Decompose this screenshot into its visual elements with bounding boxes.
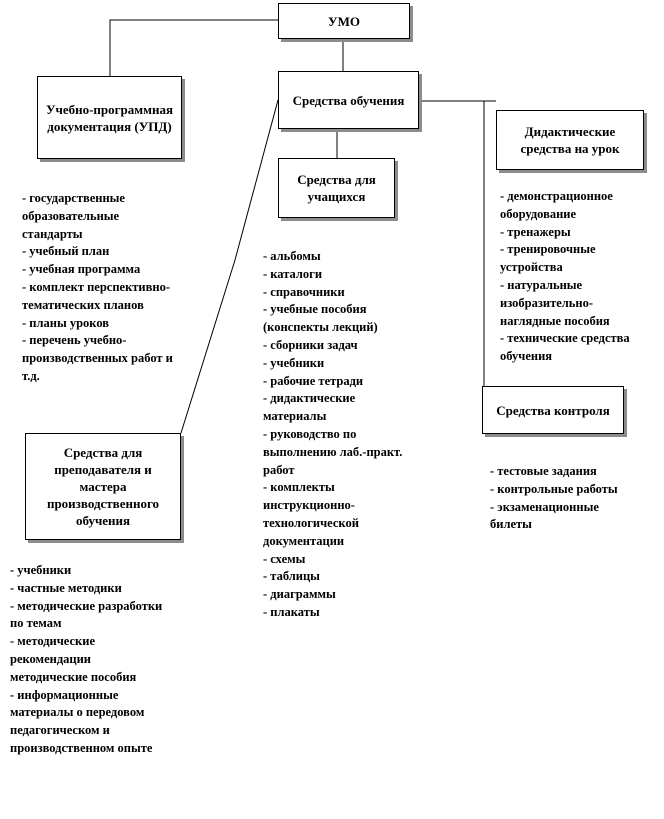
list-control xyxy=(490,463,630,534)
list-item: - тренировочные устройства xyxy=(500,242,596,275)
connector-umo-upd xyxy=(110,20,278,76)
list-item: - справочники xyxy=(263,284,345,299)
list-teachers xyxy=(10,562,170,758)
list-item: - учебный план xyxy=(22,244,110,259)
list-item: - комплекты инструкционно-технологической документации xyxy=(263,480,359,548)
list-item: - перечень учебно-производственных работ и т.д. xyxy=(22,333,173,383)
list-item: - планы уроков xyxy=(22,315,110,330)
node-means: Средства обучения xyxy=(278,71,419,129)
list-item: - технические средства обучения xyxy=(500,331,630,364)
list-item: - методические разработки по темам xyxy=(10,598,163,631)
list-item: - альбомы xyxy=(263,249,321,263)
list-item: - контрольные работы xyxy=(490,481,618,496)
list-item: - информационные материалы о передовом педагогическом и производственном опыте xyxy=(10,687,153,755)
list-item: - методические рекомендации методические пособия xyxy=(10,634,137,684)
list-item: - частные методики xyxy=(10,580,122,595)
list-item: - тренажеры xyxy=(500,224,571,239)
list-item: - натуральные изобразительно-наглядные пособия xyxy=(500,277,610,328)
node-umo: УМО xyxy=(278,3,410,39)
list-students xyxy=(263,248,413,622)
list-item: - схемы xyxy=(263,551,306,566)
node-students: Средства для учащихся xyxy=(278,158,395,218)
node-didactic: Дидактические средства на урок xyxy=(496,110,644,170)
list-item: - сборники задач xyxy=(263,337,358,352)
list-item: - каталоги xyxy=(263,266,323,281)
list-item: - дидактические материалы xyxy=(263,391,356,424)
list-item: - учебные пособия (конспекты лекций) xyxy=(263,302,378,335)
list-item: - руководство по выполнению лаб.-практ. работ xyxy=(263,426,403,477)
node-teachers: Средства для преподавателя и мастера производственного обучения xyxy=(25,433,181,540)
list-item: - диаграммы xyxy=(263,587,336,602)
list-item: - демонстрационное оборудование xyxy=(500,189,613,221)
list-item: - таблицы xyxy=(263,569,320,584)
list-upd xyxy=(22,190,182,386)
connector-means-right xyxy=(419,101,484,386)
list-item: - плакаты xyxy=(263,604,320,619)
list-item: - учебники xyxy=(263,355,325,370)
list-didactic xyxy=(500,188,650,366)
list-item: - государственные образовательные стандарты xyxy=(22,191,125,241)
list-item: - рабочие тетради xyxy=(263,373,364,388)
list-item: - учебная программа xyxy=(22,262,141,277)
node-upd: Учебно-программная документация (УПД) xyxy=(37,76,182,159)
node-control: Средства контроля xyxy=(482,386,624,434)
list-item: - комплект перспективно-тематических планов xyxy=(22,279,170,312)
list-item: - тестовые задания xyxy=(490,464,597,478)
list-item: - учебники xyxy=(10,563,72,577)
list-item: - экзаменационные билеты xyxy=(490,499,599,532)
